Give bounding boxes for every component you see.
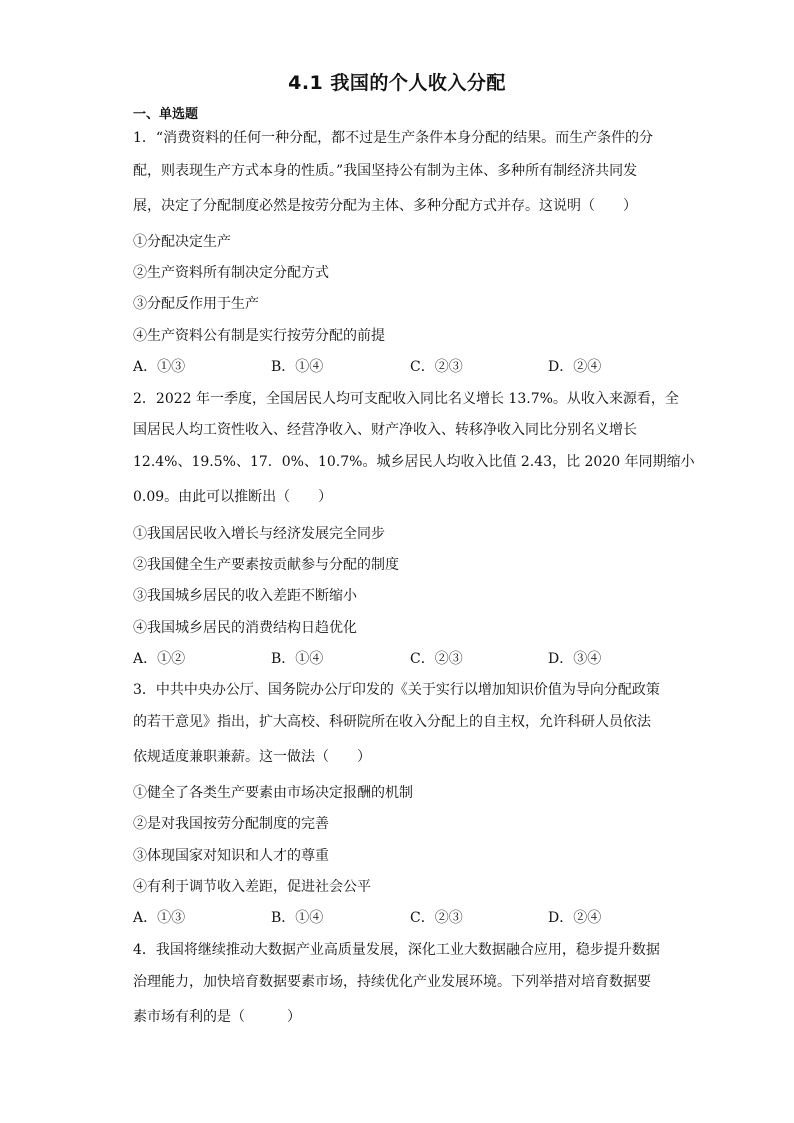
- document-title: 4.1 我国的个人收入分配: [288, 72, 506, 94]
- q1-stem-line-2: 配，则表现生产方式本身的性质。”我国坚持公有制为主体、多种所有制经济共同发: [133, 163, 638, 179]
- q1-stem-line-3: 展，决定了分配制度必然是按劳分配为主体、多种分配方式并存。这说明（ ）: [133, 198, 637, 214]
- q2-option-b[interactable]: B．①④: [271, 651, 324, 667]
- q2-statement-1: ①我国居民收入增长与经济发展完全同步: [133, 526, 385, 542]
- q1-statement-4: ④生产资料公有制是实行按劳分配的前提: [133, 328, 385, 344]
- q3-option-a[interactable]: A．①③: [133, 910, 186, 926]
- q3-stem-line-1: 3．中共中央办公厅、国务院办公厅印发的《关于实行以增加知识价值为导向分配政策: [133, 682, 660, 698]
- q3-option-b[interactable]: B．①④: [271, 910, 324, 926]
- section-heading: 一、单选题: [133, 107, 199, 122]
- q3-statement-2: ②是对我国按劳分配制度的完善: [133, 816, 329, 832]
- q3-option-d[interactable]: D．②④: [548, 910, 602, 926]
- q2-stem-line-2: 国居民人均工资性收入、经营净收入、财产净收入、转移净收入同比分别名义增长: [133, 422, 637, 438]
- q3-option-c[interactable]: C．②③: [410, 910, 463, 926]
- q1-statement-3: ③分配反作用于生产: [133, 296, 259, 312]
- q1-stem-line-1: 1．“消费资料的任何一种分配，都不过是生产条件本身分配的结果。而生产条件的分: [133, 130, 654, 146]
- q1-statement-1: ①分配决定生产: [133, 234, 231, 250]
- q1-statement-2: ②生产资料所有制决定分配方式: [133, 265, 329, 281]
- q3-statement-3: ③体现国家对知识和人才的尊重: [133, 848, 329, 864]
- q4-stem-line-3: 素市场有利的是（ ）: [133, 1009, 301, 1025]
- q2-option-c[interactable]: C．②③: [410, 651, 463, 667]
- q3-stem-line-3: 依规适度兼职兼薪。这一做法（ ）: [133, 749, 371, 765]
- q2-option-a[interactable]: A．①②: [133, 651, 186, 667]
- q3-stem-line-2: 的若干意见》指出，扩大高校、科研院所在收入分配上的自主权，允许科研人员依法: [133, 714, 651, 730]
- q2-stem-line-3: 12.4%、19.5%、17．0%、10.7%。城乡居民人均收入比值 2.43，比 2020 年同期缩小: [133, 454, 695, 470]
- q1-option-a[interactable]: A．①③: [133, 359, 186, 375]
- q3-statement-1: ①健全了各类生产要素由市场决定报酬的机制: [133, 785, 413, 801]
- q2-statement-2: ②我国健全生产要素按贡献参与分配的制度: [133, 557, 399, 573]
- q3-statement-4: ④有利于调节收入差距，促进社会公平: [133, 879, 371, 895]
- q4-stem-line-1: 4．我国将继续推动大数据产业高质量发展，深化工业大数据融合应用，稳步提升数据: [133, 942, 660, 958]
- q4-stem-line-2: 治理能力，加快培育数据要素市场，持续优化产业发展环境。下列举措对培育数据要: [133, 974, 651, 990]
- q2-statement-4: ④我国城乡居民的消费结构日趋优化: [133, 620, 357, 636]
- q2-statement-3: ③我国城乡居民的收入差距不断缩小: [133, 588, 357, 604]
- q2-stem-line-1: 2．2022 年一季度，全国居民人均可支配收入同比名义增长 13.7%。从收入来源看，全: [133, 391, 679, 407]
- q1-option-b[interactable]: B．①④: [271, 359, 324, 375]
- q2-option-d[interactable]: D．③④: [548, 651, 602, 667]
- q2-stem-line-4: 0.09。由此可以推断出（ ）: [133, 489, 333, 505]
- q1-option-d[interactable]: D．②④: [548, 359, 602, 375]
- q1-option-c[interactable]: C．②③: [410, 359, 463, 375]
